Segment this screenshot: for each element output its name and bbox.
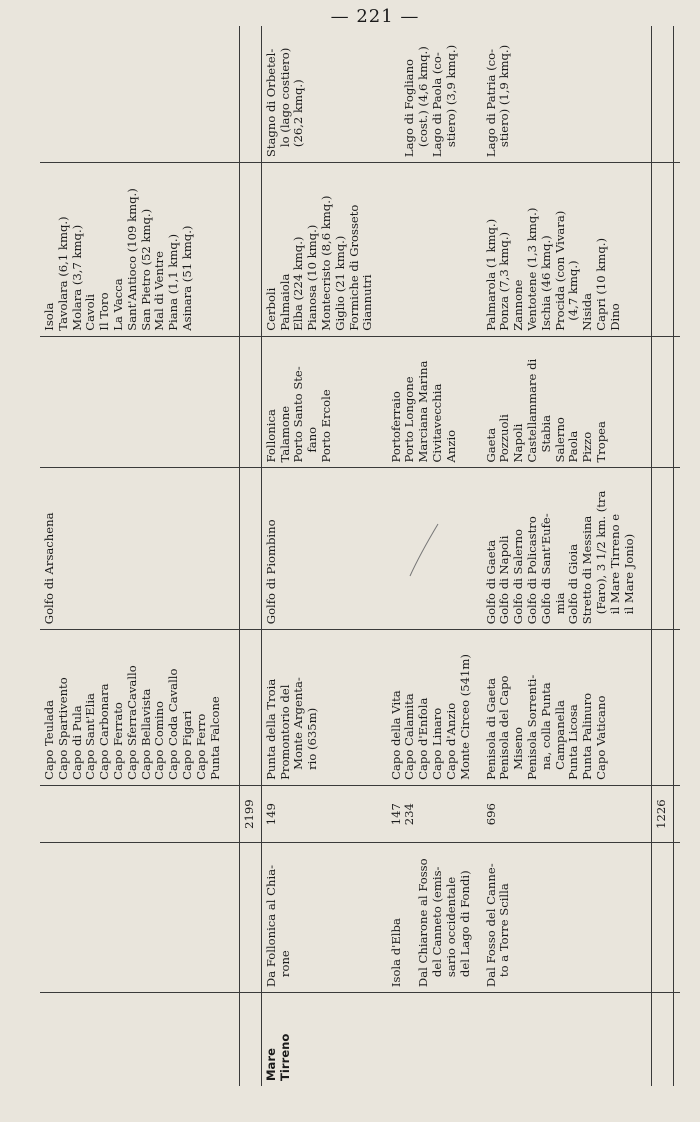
capes-cell xyxy=(239,630,261,786)
gulf-item: Golfo di Salerno xyxy=(511,529,526,625)
island-item: La Vacca xyxy=(110,278,125,331)
port-item: Pozzuoli xyxy=(497,414,512,463)
coast-line: rone xyxy=(277,950,292,978)
cape-item: Monte Circeo (541m) xyxy=(457,654,472,780)
cape-item: Capo Ferrato xyxy=(110,702,125,780)
cape-item: Capo Ferro xyxy=(193,713,208,780)
table-row-total xyxy=(239,26,261,1086)
km-value: 234 xyxy=(402,803,417,826)
cape-item: rio (635m) xyxy=(305,707,320,770)
gulf-item: Golfo di Gaeta xyxy=(483,539,498,625)
lakes-cell xyxy=(482,26,652,163)
gulf-item: Golfo di Arsachena xyxy=(42,512,56,625)
gulf-item: Golfo di Sant'Eufe- xyxy=(538,513,553,625)
lakes-cell xyxy=(261,26,386,163)
coast-line: Da Follonica al Chia- xyxy=(263,864,278,988)
island-item: Formiche di Grosseto xyxy=(346,204,361,331)
cape-item: Capo Spartivento xyxy=(55,677,70,780)
ports-cell xyxy=(239,336,261,468)
cape-item: Capo Sant'Elia xyxy=(83,693,98,780)
lake-item: (cost.) (4,6 kmq.) xyxy=(416,46,431,148)
ink-stroke xyxy=(390,504,460,624)
island-item: Capri (10 kmq.) xyxy=(594,238,609,331)
lake-item: Stagno di Orbetel- xyxy=(263,48,278,158)
port-item: Gaeta xyxy=(483,427,498,463)
island-item: Isola xyxy=(42,302,56,331)
gulfs-cell xyxy=(40,468,239,630)
island-item: Dino xyxy=(607,303,622,331)
ports-cell xyxy=(387,336,482,468)
lake-item: (26,2 kmq.) xyxy=(291,79,306,148)
cape-item: Capo Teulada xyxy=(42,699,56,780)
island-item: Palmaiola xyxy=(277,273,292,331)
rotated-table xyxy=(40,26,680,1086)
gulf-item: Golfo di Napoli xyxy=(497,535,512,625)
lake-item: stiero) (1,9 kmq.) xyxy=(497,44,512,148)
coast-cell xyxy=(482,843,652,993)
lakes-cell xyxy=(387,26,482,163)
island-item: Piana (1,1 kmq.) xyxy=(166,233,181,331)
lake-item: Lago di Fogliano xyxy=(402,58,417,158)
capes-cell xyxy=(482,630,652,786)
cape-item: Capo della Vita xyxy=(388,690,403,780)
coast-cell xyxy=(387,843,482,993)
island-item: Sant'Antioco (109 kmq.) xyxy=(124,188,139,331)
island-item: San Pietro (52 kmq.) xyxy=(138,208,153,331)
gulf-item: Golfo di Policastro xyxy=(525,516,540,625)
sea-cell xyxy=(239,993,261,1086)
gulfs-cell xyxy=(261,468,386,630)
port-item: Salerno xyxy=(552,417,567,463)
island-item: Cerboli xyxy=(263,287,278,331)
cape-item: Capo Figari xyxy=(179,710,194,780)
coast-cell xyxy=(239,843,261,993)
coast-line: Isola d'Elba xyxy=(388,918,403,988)
cape-item: Capo Vaticano xyxy=(594,695,609,780)
island-item: Il Toro xyxy=(97,292,112,331)
table-row-empty xyxy=(674,26,681,1086)
km-cell: 149 xyxy=(261,785,386,842)
ports-cell xyxy=(261,336,386,468)
lakes-cell xyxy=(651,26,673,163)
cape-item: Punta Licosa xyxy=(566,704,581,780)
gulf-item: (Faro), 3 1/2 km. (tra xyxy=(594,490,609,615)
island-item: Cavoli xyxy=(83,294,98,331)
islands-cell xyxy=(482,163,652,337)
island-item: Molara (3,7 kmq.) xyxy=(69,224,84,331)
island-item: Ponza (7,3 kmq.) xyxy=(497,231,512,331)
cape-item: Capo Coda Cavallo xyxy=(166,668,181,780)
island-item: Palmarola (1 kmq.) xyxy=(483,218,498,331)
island-item: Zannone xyxy=(511,279,526,331)
sea-name: Mare Tirreno xyxy=(261,993,651,1086)
gulf-item: mia xyxy=(552,592,567,615)
capes-cell xyxy=(40,630,239,786)
cape-item: Capo Comino xyxy=(152,701,167,780)
table-row-total xyxy=(651,26,673,1086)
gulf-item: Golfo di Piombino xyxy=(263,519,278,625)
cape-item: Punta Palinuro xyxy=(580,692,595,780)
coast-cell xyxy=(40,843,239,993)
cape-item: Promontorio del xyxy=(277,684,292,780)
port-item: Civitavecchia xyxy=(429,383,444,463)
island-item: Ventotene (1,3 kmq.) xyxy=(525,207,540,331)
km-cell xyxy=(387,785,482,842)
cape-item: Campanella xyxy=(552,700,567,770)
capes-cell xyxy=(387,630,482,786)
lakes-cell xyxy=(239,26,261,163)
ports-cell xyxy=(482,336,652,468)
km-value: 147 xyxy=(388,803,403,826)
gulf-item: il Mare Jonio) xyxy=(621,533,636,615)
port-item: Castellammare di xyxy=(525,358,540,463)
island-item: Tavolara (6,1 kmq.) xyxy=(55,216,70,331)
lake-item: lo (lago costiero) xyxy=(277,47,292,148)
port-item: Marciana Marina xyxy=(416,360,431,463)
cape-item: Capo Calamita xyxy=(402,693,417,780)
gulfs-cell xyxy=(482,468,652,630)
ports-cell xyxy=(651,336,673,468)
table-row xyxy=(482,26,652,1086)
cape-item: Penisola del Capo xyxy=(497,675,512,780)
port-item: Follonica xyxy=(263,409,278,463)
table-row xyxy=(40,26,239,1086)
port-item: Paola xyxy=(566,430,581,463)
port-item: Porto Ercole xyxy=(319,389,334,463)
island-item: (4,7 kmq.) xyxy=(566,260,581,321)
sea-cell xyxy=(651,993,673,1086)
coast-line: sario occidentale xyxy=(443,876,458,978)
gulf-item: il Mare Tirreno e xyxy=(607,513,622,615)
gulf-item: Golfo di Gioia xyxy=(566,543,581,625)
km-total: 1226 xyxy=(651,785,673,842)
coast-line: Dal Fosso del Canne- xyxy=(483,863,498,988)
km-cell: 696 xyxy=(482,785,652,842)
coast-line: del Canneto (emis- xyxy=(429,866,444,978)
islands-cell xyxy=(261,163,386,337)
gulf-item: Stretto di Messina xyxy=(580,515,595,625)
cape-item: Capo Linaro xyxy=(429,707,444,780)
coast-line: del Lago di Fondi) xyxy=(457,870,472,978)
capes-cell xyxy=(261,630,386,786)
port-item: Talamone xyxy=(277,405,292,463)
islands-cell xyxy=(387,163,482,337)
islands-cell xyxy=(651,163,673,337)
cape-item: Capo d'Enfola xyxy=(416,697,431,780)
island-item: Ischia (46 kmq.) xyxy=(538,235,553,331)
island-item: Pianosa (10 kmq.) xyxy=(305,224,320,331)
island-item: Asinara (51 kmq.) xyxy=(179,225,194,331)
port-item: Pizzo xyxy=(580,431,595,463)
table-row xyxy=(261,26,386,1086)
capes-cell xyxy=(651,630,673,786)
lake-item: Lago di Paola (co- xyxy=(429,52,444,158)
cape-item: Miseno xyxy=(511,727,526,770)
cape-item: Penisola Sorrenti- xyxy=(525,674,540,780)
km-total: 2199 xyxy=(239,785,261,842)
island-item: Elba (224 kmq.) xyxy=(291,236,306,331)
table-row xyxy=(387,26,482,1086)
ports-cell xyxy=(40,336,239,468)
island-item: Montecristo (8,6 kmq.) xyxy=(319,195,334,331)
gulfs-cell xyxy=(239,468,261,630)
cape-item: Penisola di Gaeta xyxy=(483,677,498,780)
gulfs-cell xyxy=(651,468,673,630)
islands-cell xyxy=(239,163,261,337)
cape-item: Capo SferraCavallo xyxy=(124,665,139,780)
cape-item: Capo Carbonara xyxy=(97,683,112,780)
port-item: fano xyxy=(305,426,320,453)
port-item: Portoferraio xyxy=(388,391,403,463)
cape-item: na, colla Punta xyxy=(538,682,553,770)
coast-line: to a Torre Scilla xyxy=(497,883,512,978)
coast-table xyxy=(40,26,680,1086)
coast-line: Dal Chiarone al Fosso xyxy=(416,858,431,988)
islands-cell xyxy=(40,163,239,337)
port-item: Napoli xyxy=(511,423,526,463)
island-item: Nisida xyxy=(580,292,595,331)
lake-item: Lago di Patria (co- xyxy=(483,48,498,158)
port-item: Porto Santo Ste- xyxy=(291,366,306,463)
island-item: Mal di Ventre xyxy=(152,251,167,331)
island-item: Giglio (21 kmq.) xyxy=(332,235,347,331)
lake-item: stiero) (3,9 kmq.) xyxy=(443,44,458,148)
cape-item: Capo d'Anzio xyxy=(443,702,458,780)
port-item: Stabia xyxy=(538,414,553,453)
island-item: Giannutri xyxy=(360,274,375,331)
cape-item: Monte Argenta- xyxy=(291,677,306,770)
coast-cell xyxy=(651,843,673,993)
port-item: Anzio xyxy=(443,429,458,463)
cape-item: Capo Bellavista xyxy=(138,688,153,780)
port-item: Porto Longone xyxy=(402,376,417,463)
cape-item: Capo di Pula xyxy=(69,705,84,780)
lakes-cell xyxy=(40,26,239,163)
port-item: Tropea xyxy=(594,421,609,463)
cape-item: Punta Falcone xyxy=(207,696,222,780)
cape-item: Punta della Troia xyxy=(263,678,278,780)
sea-cell xyxy=(40,993,239,1086)
page-number: — 221 — xyxy=(330,6,420,27)
island-item: Procida (con Vivara) xyxy=(552,210,567,331)
coast-cell xyxy=(261,843,386,993)
gulfs-cell xyxy=(387,468,482,630)
km-cell xyxy=(40,785,239,842)
